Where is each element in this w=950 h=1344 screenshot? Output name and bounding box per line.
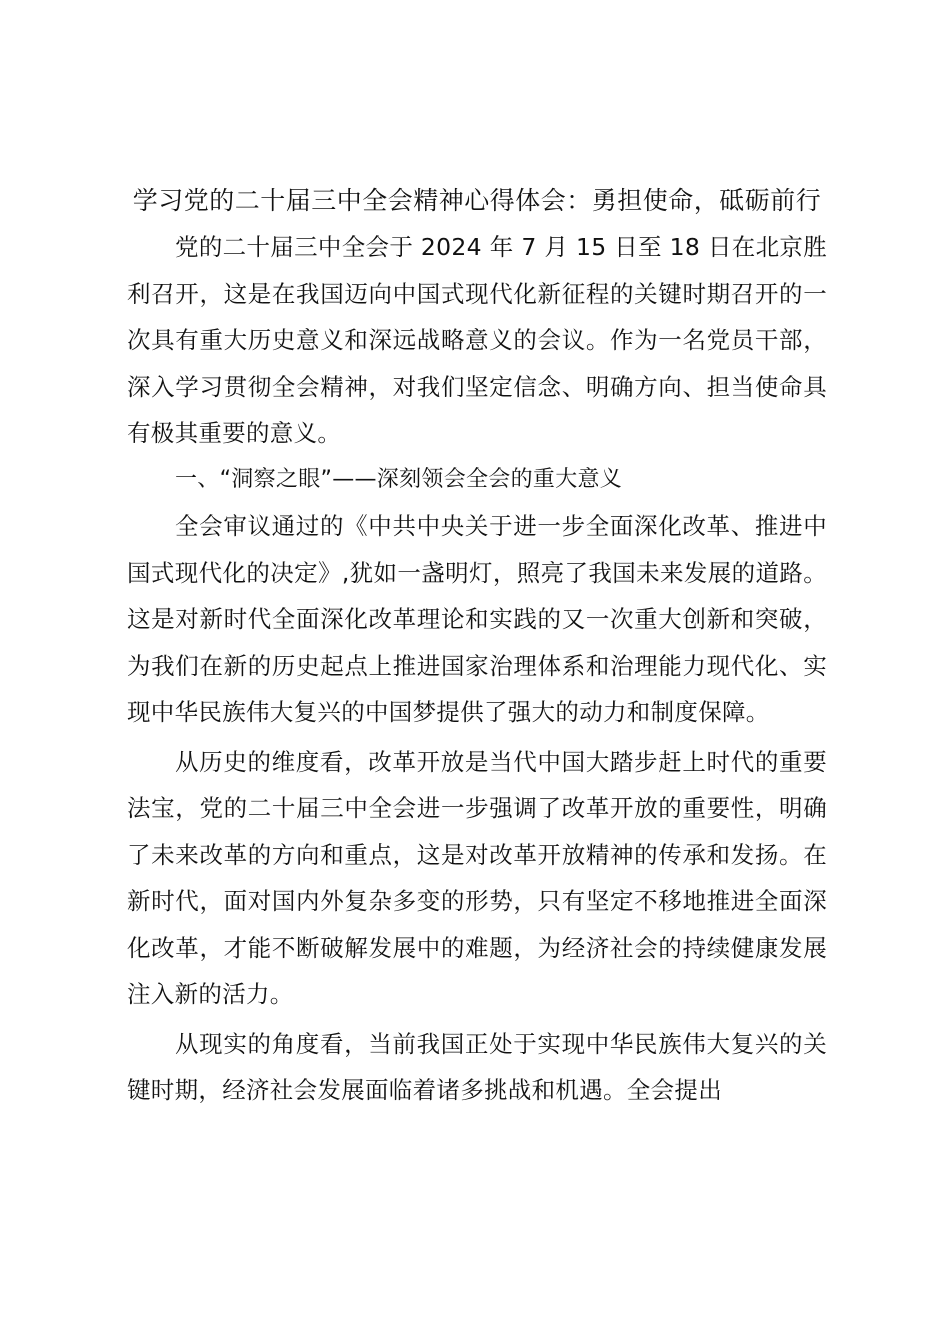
document-page bbox=[127, 178, 827, 1114]
paragraph-reality: 从现实的角度看，当前我国正处于实现中华民族伟大复兴的关键时期，经济社会发展面临着诸多挑战和机遇。全会提出 bbox=[127, 1029, 827, 1104]
document-title: 学习党的二十届三中全会精神心得体会：勇担使命，砥砺前行 bbox=[132, 186, 822, 215]
section-heading: 一、“洞察之眼”——深刻领会全会的重大意义 bbox=[175, 466, 623, 492]
paragraph-decision: 全会审议通过的《中共中央关于进一步全面深化改革、推进中国式现代化的决定》,犹如一盏明灯，照亮了我国未来发展的道路。这是对新时代全面深化改革理论和实践的又一次重大创新和突破，为我们在新的历史起点上推进国家治理体系和治理能力现代化、实现中华民族伟大复兴的中国梦提供了强大的动力和制度保障。 bbox=[127, 512, 827, 726]
paragraph-history: 从历史的维度看，改革开放是当代中国大踏步赶上时代的重要法宝，党的二十届三中全会进一步强调了改革开放的重要性，明确了未来改革的方向和重点，这是对改革开放精神的传承和发扬。在新时代，面对国内外复杂多变的形势，只有坚定不移地推进全面深化改革，才能不断破解发展中的难题，为经济社会的持续健康发展注入新的活力。 bbox=[127, 747, 827, 1008]
paragraph-intro: 党的二十届三中全会于 2024 年 7 月 15 日至 18 日在北京胜利召开，这是在我国迈向中国式现代化新征程的关键时期召开的一次具有重大历史意义和深远战略意义的会议。作为一名党员干部，深入学习贯彻全会精神，对我们坚定信念、明确方向、担当使命具有极其重要的意义。 bbox=[127, 233, 827, 447]
